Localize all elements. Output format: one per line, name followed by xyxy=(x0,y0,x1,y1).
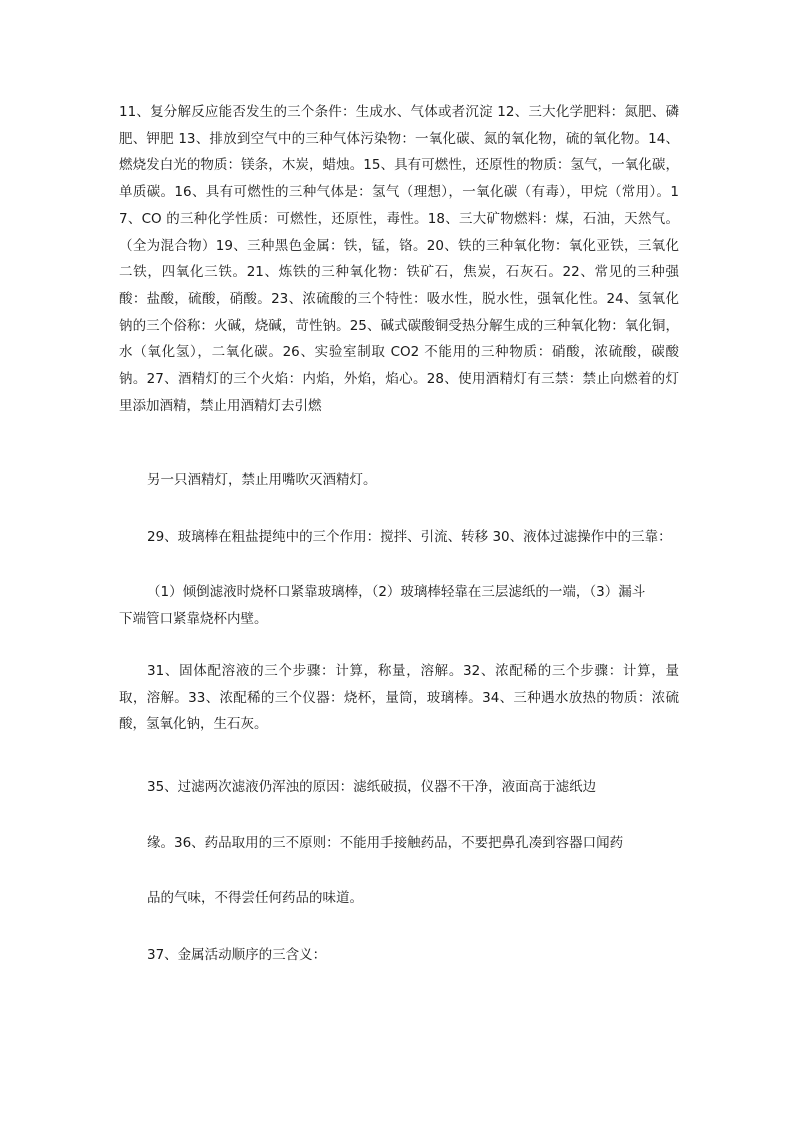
paragraph-item-36-continued: 品的气味，不得尝任何药品的味道。 xyxy=(147,890,363,906)
paragraph-item-36: 缘。36、药品取用的三不原则：不能用手接触药品，不要把鼻孔凑到容器口闻药 xyxy=(147,835,624,851)
paragraph-item-35: 35、过滤两次滤液仍浑浊的原因：滤纸破损，仪器不干净，液面高于滤纸边 xyxy=(147,779,597,795)
paragraph-items-29-30: 29、玻璃棒在粗盐提纯中的三个作用：搅拌、引流、转移 30、液体过滤操作中的三靠： xyxy=(147,529,672,545)
paragraph-item-37: 37、金属活动顺序的三含义： xyxy=(147,947,327,963)
paragraph-items-11-28: 11、复分解反应能否发生的三个条件：生成水、气体或者沉淀 12、三大化学肥料：氮肥、磷肥、钾肥 13、排放到空气中的三种气体污染物：一氧化碳、氮的氧化物，硫的氧化物。14、燃烧发白光的物质：镁条，木炭，蜡烛。15、具有可燃性，还原性的物质：氢气，一氧化碳，单质碳。16、具有可燃性的三种气体是：氢气（理想），一氧化碳（有毒），甲烷（常用）。17、CO 的三种化学性质：可燃性，还原性，毒性。18、三大矿物燃料：煤，石油，天然气。（全为混合物）19、三种黑色金属：铁，锰，铬。20、铁的三种氧化物：氧化亚铁，三氧化二铁，四氧化三铁。21、炼铁的三种氧化物：铁矿石，焦炭，石灰石。22、常见的三种强酸：盐酸，硫酸，硝酸。23、浓硫酸的三个特性：吸水性，脱水性，强氧化性。24、氢氧化钠的三个俗称：火碱，烧碱，苛性钠。25、碱式碳酸铜受热分解生成的三种氧化物：氧化铜，水（氧化氢），二氧化碳。26、实验室制取 CO2 不能用的三种物质：硝酸，浓硫酸，碳酸钠。27、酒精灯的三个火焰：内焰，外焰，焰心。28、使用酒精灯有三禁：禁止向燃着的灯里添加酒精，禁止用酒精灯去引燃 xyxy=(119,104,679,414)
paragraph-items-31-34: 31、固体配溶液的三个步骤：计算，称量，溶解。32、浓配稀的三个步骤：计算，量取，溶解。33、浓配稀的三个仪器：烧杯，量筒，玻璃棒。34、三种遇水放热的物质：浓硫酸，氢氧化钠，生石灰。 xyxy=(119,663,679,733)
paragraph-alcohol-lamp-continued: 另一只酒精灯，禁止用嘴吹灭酒精灯。 xyxy=(147,472,377,488)
paragraph-filtration-three-touches-line2: 下端管口紧靠烧杯内壁。 xyxy=(119,611,268,627)
paragraph-filtration-three-touches-line1: （1）倾倒滤液时烧杯口紧靠玻璃棒，（2）玻璃棒轻靠在三层滤纸的一端，（3）漏斗 xyxy=(147,584,646,600)
